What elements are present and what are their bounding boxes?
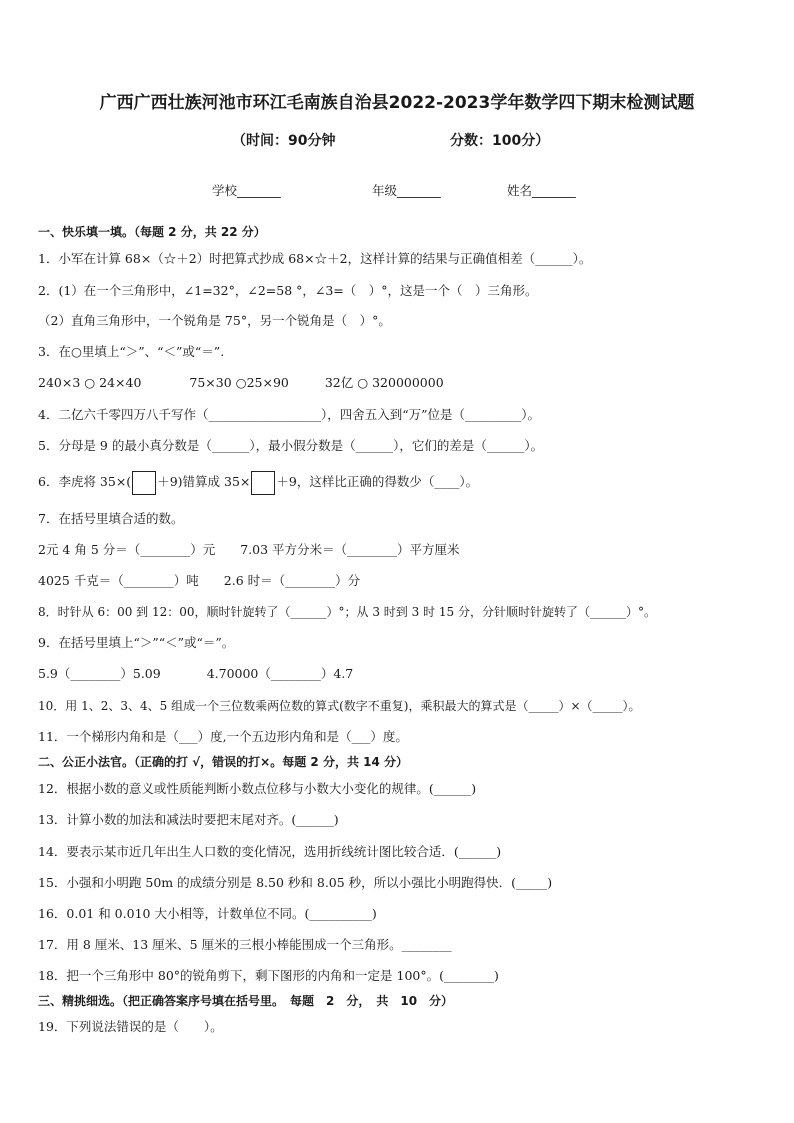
grade-field: 年级_______ <box>372 183 441 198</box>
question-7b: 4025 千克＝（________）吨 2.6 时＝（________）分 <box>38 573 361 588</box>
question-3b: 75×30 ○25×90 <box>189 375 289 390</box>
question-9-items <box>38 666 353 682</box>
question-8: 8．时针从 6：00 到 12：00，顺时针旋转了（______）°；从 3 时到 3 时 15 分，分针顺时针旋转了（______）°。 <box>38 605 656 619</box>
name-field: 姓名_______ <box>507 183 576 198</box>
question-14: 14．要表示某市近几年出生人口数的变化情况，选用折线统计图比较合适．(______) <box>38 844 502 859</box>
question-6-post: ＋9，这样比正确的得数少（____）。 <box>276 474 479 489</box>
question-9a: 5.9（________）5.09 <box>38 666 161 681</box>
question-3-items <box>38 375 444 391</box>
question-7: 7．在括号里填合适的数。 <box>38 511 184 526</box>
question-2b: （2）直角三角形中，一个锐角是 75°，另一个锐角是（ ）°。 <box>38 313 391 328</box>
question-6-pre: 6．李虎将 35×( <box>38 474 132 489</box>
question-3a: 240×3 ○ 24×40 <box>38 375 142 390</box>
question-19: 19．下列说法错误的是（ ）。 <box>38 1019 223 1034</box>
question-2a: 2．(1）在一个三角形中，∠1=32°，∠2=58 °，∠3=（ ）°，这是一个（ ）三角形。 <box>38 283 538 298</box>
question-13: 13．计算小数的加法和减法时要把末尾对齐。(______) <box>38 812 339 827</box>
school-field: 学校_______ <box>212 183 281 198</box>
section-3-heading: 三、精挑细选。（把正确答案序号填在括号里。 每题 2 分， 共 10 分） <box>38 994 454 1008</box>
question-10: 10．用 1、2、3、4、5 组成一个三位数乘两位数的算式(数字不重复)，乘积最大的算式是（_____）×（_____）。 <box>38 699 641 713</box>
exam-title: 广西广西壮族河池市环江毛南族自治县2022-2023学年数学四下期末检测试题 <box>99 93 695 113</box>
exam-time: （时间：90分钟 <box>232 133 336 149</box>
question-12: 12．根据小数的意义或性质能判断小数点位移与小数大小变化的规律。(______) <box>38 781 477 796</box>
question-9b: 4.70000（________）4.7 <box>206 666 354 681</box>
question-15: 15．小强和小明跑 50m 的成绩分别是 8.50 秒和 8.05 秒，所以小强比小明跑得快．(_____) <box>38 875 553 890</box>
section-1-heading: 一、快乐填一填。（每题 2 分，共 22 分） <box>38 225 266 239</box>
question-16: 16．0.01 和 0.010 大小相等，计数单位不同。(__________) <box>38 906 377 921</box>
question-5: 5．分母是 9 的最小真分数是（______），最小假分数是（______），它们的差是（______）。 <box>38 438 544 453</box>
question-7a: 2元 4 角 5 分＝（________）元 7.03 平方分米＝（________）平方厘米 <box>38 542 460 557</box>
exam-score: 分数：100分） <box>450 133 550 149</box>
question-17: 17．用 8 厘米、13 厘米、5 厘米的三根小棒能围成一个三角形。________ <box>38 937 452 952</box>
section-2-heading: 二、公正小法官。（正确的打 √，错误的打×。每题 2 分，共 14 分） <box>38 755 408 769</box>
question-3: 3．在○里填上“＞”、“＜”或“＝”. <box>38 344 225 359</box>
question-1: 1．小军在计算 68×（☆＋2）时把算式抄成 68×☆＋2，这样计算的结果与正确值相差（______）。 <box>38 251 592 266</box>
question-18: 18．把一个三角形中 80°的锐角剪下，剩下图形的内角和一定是 100°。(________) <box>38 968 499 983</box>
question-11: 11．一个梯形内角和是（___）度,一个五边形内角和是（___）度。 <box>38 729 408 744</box>
answer-box-2[interactable] <box>251 471 275 495</box>
answer-box-1[interactable] <box>132 471 156 495</box>
question-4: 4．二亿六千零四万八千写作（__________________），四舍五入到“万”位是（_________）。 <box>38 407 540 422</box>
question-3c: 32亿 ○ 320000000 <box>324 375 444 390</box>
question-9: 9．在括号里填上“＞”“＜”或“＝”。 <box>38 635 235 650</box>
question-6 <box>38 470 478 495</box>
question-6-mid: ＋9)错算成 35× <box>157 474 251 489</box>
